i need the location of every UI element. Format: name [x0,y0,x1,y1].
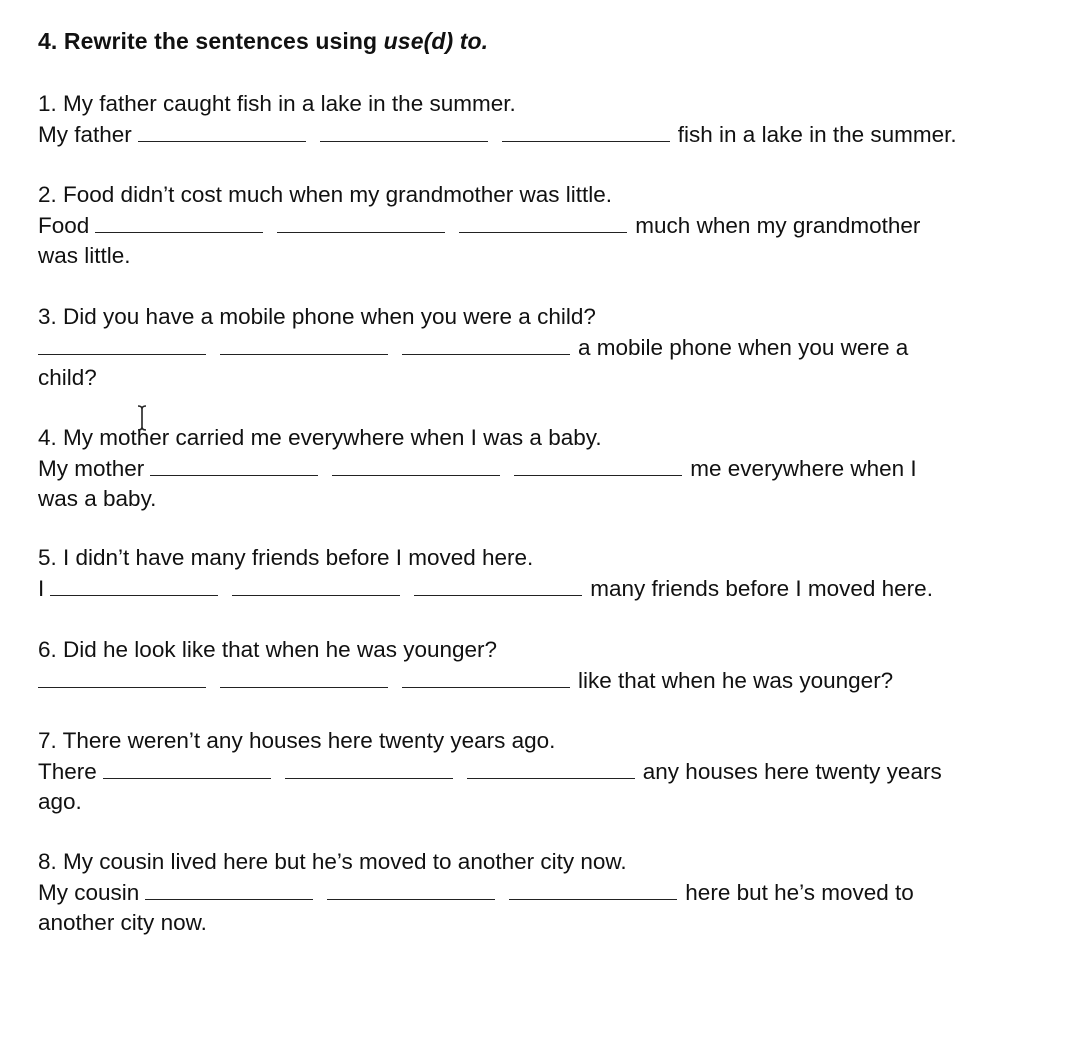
answer-blank-2[interactable] [220,667,388,688]
exercise-8 [38,847,1048,939]
exercise-original: 8. My cousin lived here but he’s moved to another city now. [38,849,627,874]
exercise-answer-line [38,211,1048,242]
answer-blank-1[interactable] [95,212,263,233]
title-text: 4. Rewrite the sentences using [38,28,384,54]
answer-blank-3[interactable] [402,667,570,688]
answer-prefix: My cousin [38,879,140,905]
answer-continuation: another city now. [38,910,207,935]
answer-blank-2[interactable] [332,455,500,476]
answer-blank-3[interactable] [509,879,677,900]
exercise-original: 5. I didn’t have many friends before I moved here. [38,545,534,570]
exercise-4 [38,423,1048,515]
answer-blank-2[interactable] [327,879,495,900]
exercise-6 [38,635,1048,696]
answer-blank-2[interactable] [285,758,453,779]
exercise-answer-line [38,878,1048,909]
answer-blank-3[interactable] [467,758,635,779]
exercise-answer-line [38,120,1048,151]
answer-continuation: ago. [38,789,82,814]
title-emphasis: use(d) to. [383,28,489,54]
exercise-2 [38,180,1048,272]
answer-suffix: many friends before I moved here. [590,575,933,601]
answer-blank-1[interactable] [150,455,318,476]
answer-prefix: My father [38,121,132,147]
exercise-original: 3. Did you have a mobile phone when you were a child? [38,304,596,329]
page-title [38,28,488,55]
exercise-original: 7. There weren’t any houses here twenty years ago. [38,728,556,753]
answer-suffix: me everywhere when I [690,455,917,481]
answer-suffix: fish in a lake in the summer. [677,121,957,147]
answer-blank-1[interactable] [50,575,218,596]
exercise-answer-line [38,574,1048,605]
answer-prefix: There [38,758,97,784]
answer-continuation: was little. [38,243,131,268]
answer-blank-2[interactable] [232,575,400,596]
answer-blank-3[interactable] [514,455,682,476]
answer-blank-3[interactable] [402,334,570,355]
answer-continuation: child? [38,365,97,390]
answer-blank-2[interactable] [277,212,445,233]
answer-suffix: like that when he was younger? [578,667,894,693]
exercise-answer-line [38,757,1048,788]
exercise-answer-line [38,454,1048,485]
exercise-answer-line [38,666,1048,697]
answer-blank-2[interactable] [320,121,488,142]
exercise-original: 6. Did he look like that when he was younger? [38,637,498,662]
exercise-1 [38,89,1048,150]
answer-blank-1[interactable] [38,667,206,688]
answer-blank-3[interactable] [502,121,670,142]
answer-prefix: Food [38,212,90,238]
exercise-3 [38,302,1048,394]
exercise-original: 2. Food didn’t cost much when my grandmother was little. [38,182,613,207]
answer-suffix: any houses here twenty years [642,758,942,784]
answer-prefix: My mother [38,455,145,481]
answer-suffix: here but he’s moved to [685,879,914,905]
answer-blank-1[interactable] [103,758,271,779]
answer-blank-1[interactable] [138,121,306,142]
exercise-5 [38,543,1048,604]
answer-suffix: a mobile phone when you were a [578,334,909,360]
exercise-original: 1. My father caught fish in a lake in the summer. [38,91,516,116]
exercise-original: 4. My mother carried me everywhere when I was a baby. [38,425,602,450]
answer-continuation: was a baby. [38,486,157,511]
answer-blank-3[interactable] [414,575,582,596]
answer-blank-1[interactable] [38,334,206,355]
exercise-answer-line [38,333,1048,364]
text-cursor-icon [136,405,148,431]
answer-prefix: I [38,575,45,601]
answer-blank-2[interactable] [220,334,388,355]
answer-suffix: much when my grandmother [635,212,921,238]
answer-blank-3[interactable] [459,212,627,233]
exercise-7 [38,726,1048,818]
answer-blank-1[interactable] [145,879,313,900]
